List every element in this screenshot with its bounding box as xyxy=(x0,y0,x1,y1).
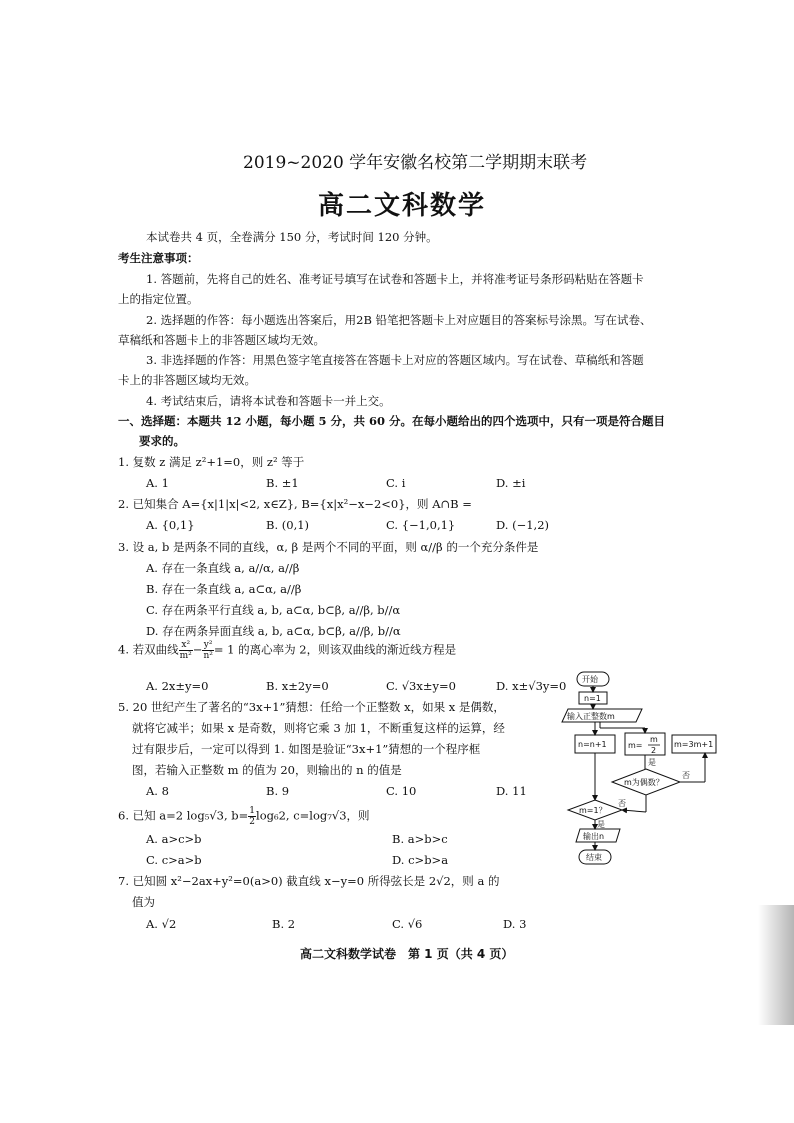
q5-line: 就将它减半；如果 x 是奇数，则将它乘 3 加 1，不断重复这样的运算，经 xyxy=(132,721,505,735)
q4-option-a: A. 2x±y=0 xyxy=(146,679,209,693)
subject-title: 高二文科数学 xyxy=(318,191,487,221)
notice-item: 卡上的非答题区域均无效。 xyxy=(118,373,256,387)
flow-triple-label: m=3m+1 xyxy=(674,740,714,749)
section-heading-cont: 要求的。 xyxy=(139,434,185,448)
q6-stem-rest: log₆2, c=log₇√3，则 xyxy=(256,808,370,823)
q6-fraction xyxy=(248,806,256,827)
q3-option-a: A. 存在一条直线 a, a//α, a//β xyxy=(146,561,300,575)
q6-option-a: A. a>c>b xyxy=(146,832,202,846)
q1-option-a: A. 1 xyxy=(146,476,169,490)
q4-frac2-den: n² xyxy=(203,651,213,661)
flow-half-prefix: m= xyxy=(628,741,643,750)
q7-option-b: B. 2 xyxy=(272,917,296,931)
notice-item: 3. 非选择题的作答：用黑色签字笔直接答在答题卡上对应的答题区域内。写在试卷、草稿纸和答题 xyxy=(146,353,644,367)
notice-item: 上的指定位置。 xyxy=(118,292,199,306)
q3-option-b: B. 存在一条直线 a, a⊂α, a//β xyxy=(146,582,302,596)
q4-option-d: D. x±√3y=0 xyxy=(496,679,567,693)
notice-item: 4. 考试结束后，请将本试卷和答题卡一并上交。 xyxy=(146,394,391,408)
flow-no1-label: 否 xyxy=(682,771,690,780)
q4-suffix: = 1 的离心率为 2，则该双曲线的渐近线方程是 xyxy=(213,642,457,657)
q5-line: 5. 20 世纪产生了著名的“3x+1”猜想：任给一个正整数 x，如果 x 是偶数， xyxy=(118,700,505,714)
q2-option-b: B. (0,1) xyxy=(266,518,310,532)
q5-option-a: A. 8 xyxy=(146,784,169,798)
q6-option-c: C. c>a>b xyxy=(146,853,202,867)
q4-frac2-num: y² xyxy=(203,640,213,650)
q2-option-a: A. {0,1} xyxy=(146,518,195,532)
q2-option-d: D. (−1,2) xyxy=(496,518,550,532)
q5-option-c: C. 10 xyxy=(386,784,417,798)
q7-stem-cont: 值为 xyxy=(132,895,155,909)
q7-option-a: A. √2 xyxy=(146,917,177,931)
exam-title: 2019~2020 学年安徽名校第二学期期末联考 xyxy=(243,153,588,173)
q6-stem xyxy=(118,806,370,827)
q3-stem: 3. 设 a, b 是两条不同的直线，α, β 是两个不同的平面，则 α//β 的一个充分条件是 xyxy=(118,540,539,554)
q4-minus: − xyxy=(192,642,203,657)
notice-heading: 考生注意事项： xyxy=(118,251,199,265)
q5-line: 过有限步后，一定可以得到 1. 如图是验证“3x+1”猜想的一个程序框 xyxy=(132,742,481,756)
q5-option-d: D. 11 xyxy=(496,784,527,798)
q3-option-c: C. 存在两条平行直线 a, b, a⊂α, b⊂β, a//β, b//α xyxy=(146,603,401,617)
q2-stem: 2. 已知集合 A={x|1|x|<2, x∈Z}, B={x|x²−x−2<0}，则 A∩B = xyxy=(118,497,472,511)
q4-frac1-den: m² xyxy=(179,651,192,661)
q1-option-d: D. ±i xyxy=(496,476,526,490)
flow-yes1-label: 是 xyxy=(648,758,656,767)
flow-start-label: 开始 xyxy=(582,675,598,684)
q6-stem-start: 6. 已知 a=2 log₅√3, b= xyxy=(118,808,249,823)
notice-item: 2. 选择题的作答：每小题选出答案后，用2B 铅笔把答题卡上对应题目的答案标号涂黑。写在试卷、 xyxy=(146,313,652,327)
q6-frac-num: 1 xyxy=(249,806,256,816)
intro-line: 本试卷共 4 页，全卷满分 150 分，考试时间 120 分钟。 xyxy=(146,230,438,244)
q4-option-b: B. x±2y=0 xyxy=(266,679,329,693)
q2-option-c: C. {−1,0,1} xyxy=(386,518,456,532)
q1-stem: 1. 复数 z 满足 z²+1=0，则 z² 等于 xyxy=(118,455,305,469)
q6-frac-den: 2 xyxy=(249,817,256,827)
flow-init-label: n=1 xyxy=(584,694,601,703)
q1-option-b: B. ±1 xyxy=(266,476,299,490)
q4-prefix: 4. 若双曲线 xyxy=(118,642,179,657)
q5-line: 图，若输入正整数 m 的值为 20，则输出的 n 的值是 xyxy=(132,763,402,777)
flow-input-label: 输入正整数m xyxy=(567,712,615,721)
q1-option-c: C. i xyxy=(386,476,406,490)
q4-frac1-num: x² xyxy=(179,640,193,651)
page-footer: 高二文科数学试卷 第 1 页（共 4 页） xyxy=(300,947,514,961)
q7-option-c: C. √6 xyxy=(392,917,423,931)
flow-end-label: 结束 xyxy=(586,853,602,862)
flow-half-num: m xyxy=(650,735,658,744)
q4-option-c: C. √3x±y=0 xyxy=(386,679,456,693)
q7-stem: 7. 已知圆 x²−2ax+y²=0(a>0) 截直线 x−y=0 所得弦长是 2√2，则 a 的 xyxy=(118,874,500,888)
flow-one-label: m=1？ xyxy=(579,806,607,815)
flow-half-den: 2 xyxy=(651,746,657,755)
q6-option-d: D. c>b>a xyxy=(392,853,449,867)
flow-no2-label: 否 xyxy=(618,799,626,808)
notice-item: 草稿纸和答题卡上的非答题区域均无效。 xyxy=(118,333,325,347)
section-heading: 一、选择题：本题共 12 小题，每小题 5 分，共 60 分。在每小题给出的四个选项中，只有一项是符合题目 xyxy=(118,414,666,428)
q6-option-b: B. a>b>c xyxy=(392,832,448,846)
notice-item: 1. 答题前，先将自己的姓名、准考证号填写在试卷和答题卡上，并将准考证号条形码粘贴在答题卡 xyxy=(146,272,644,286)
q7-option-d: D. 3 xyxy=(503,917,527,931)
flow-yes2-label: 是 xyxy=(597,820,605,829)
q3-option-d: D. 存在两条异面直线 a, b, a⊂α, b⊂β, a//β, b//α xyxy=(146,624,401,638)
flow-output-label: 输出n xyxy=(583,832,605,841)
q5-option-b: B. 9 xyxy=(266,784,290,798)
flow-step-n-label: n=n+1 xyxy=(578,740,607,749)
scan-edge-shadow xyxy=(758,905,794,1025)
flow-even-label: m为偶数？ xyxy=(624,778,664,787)
